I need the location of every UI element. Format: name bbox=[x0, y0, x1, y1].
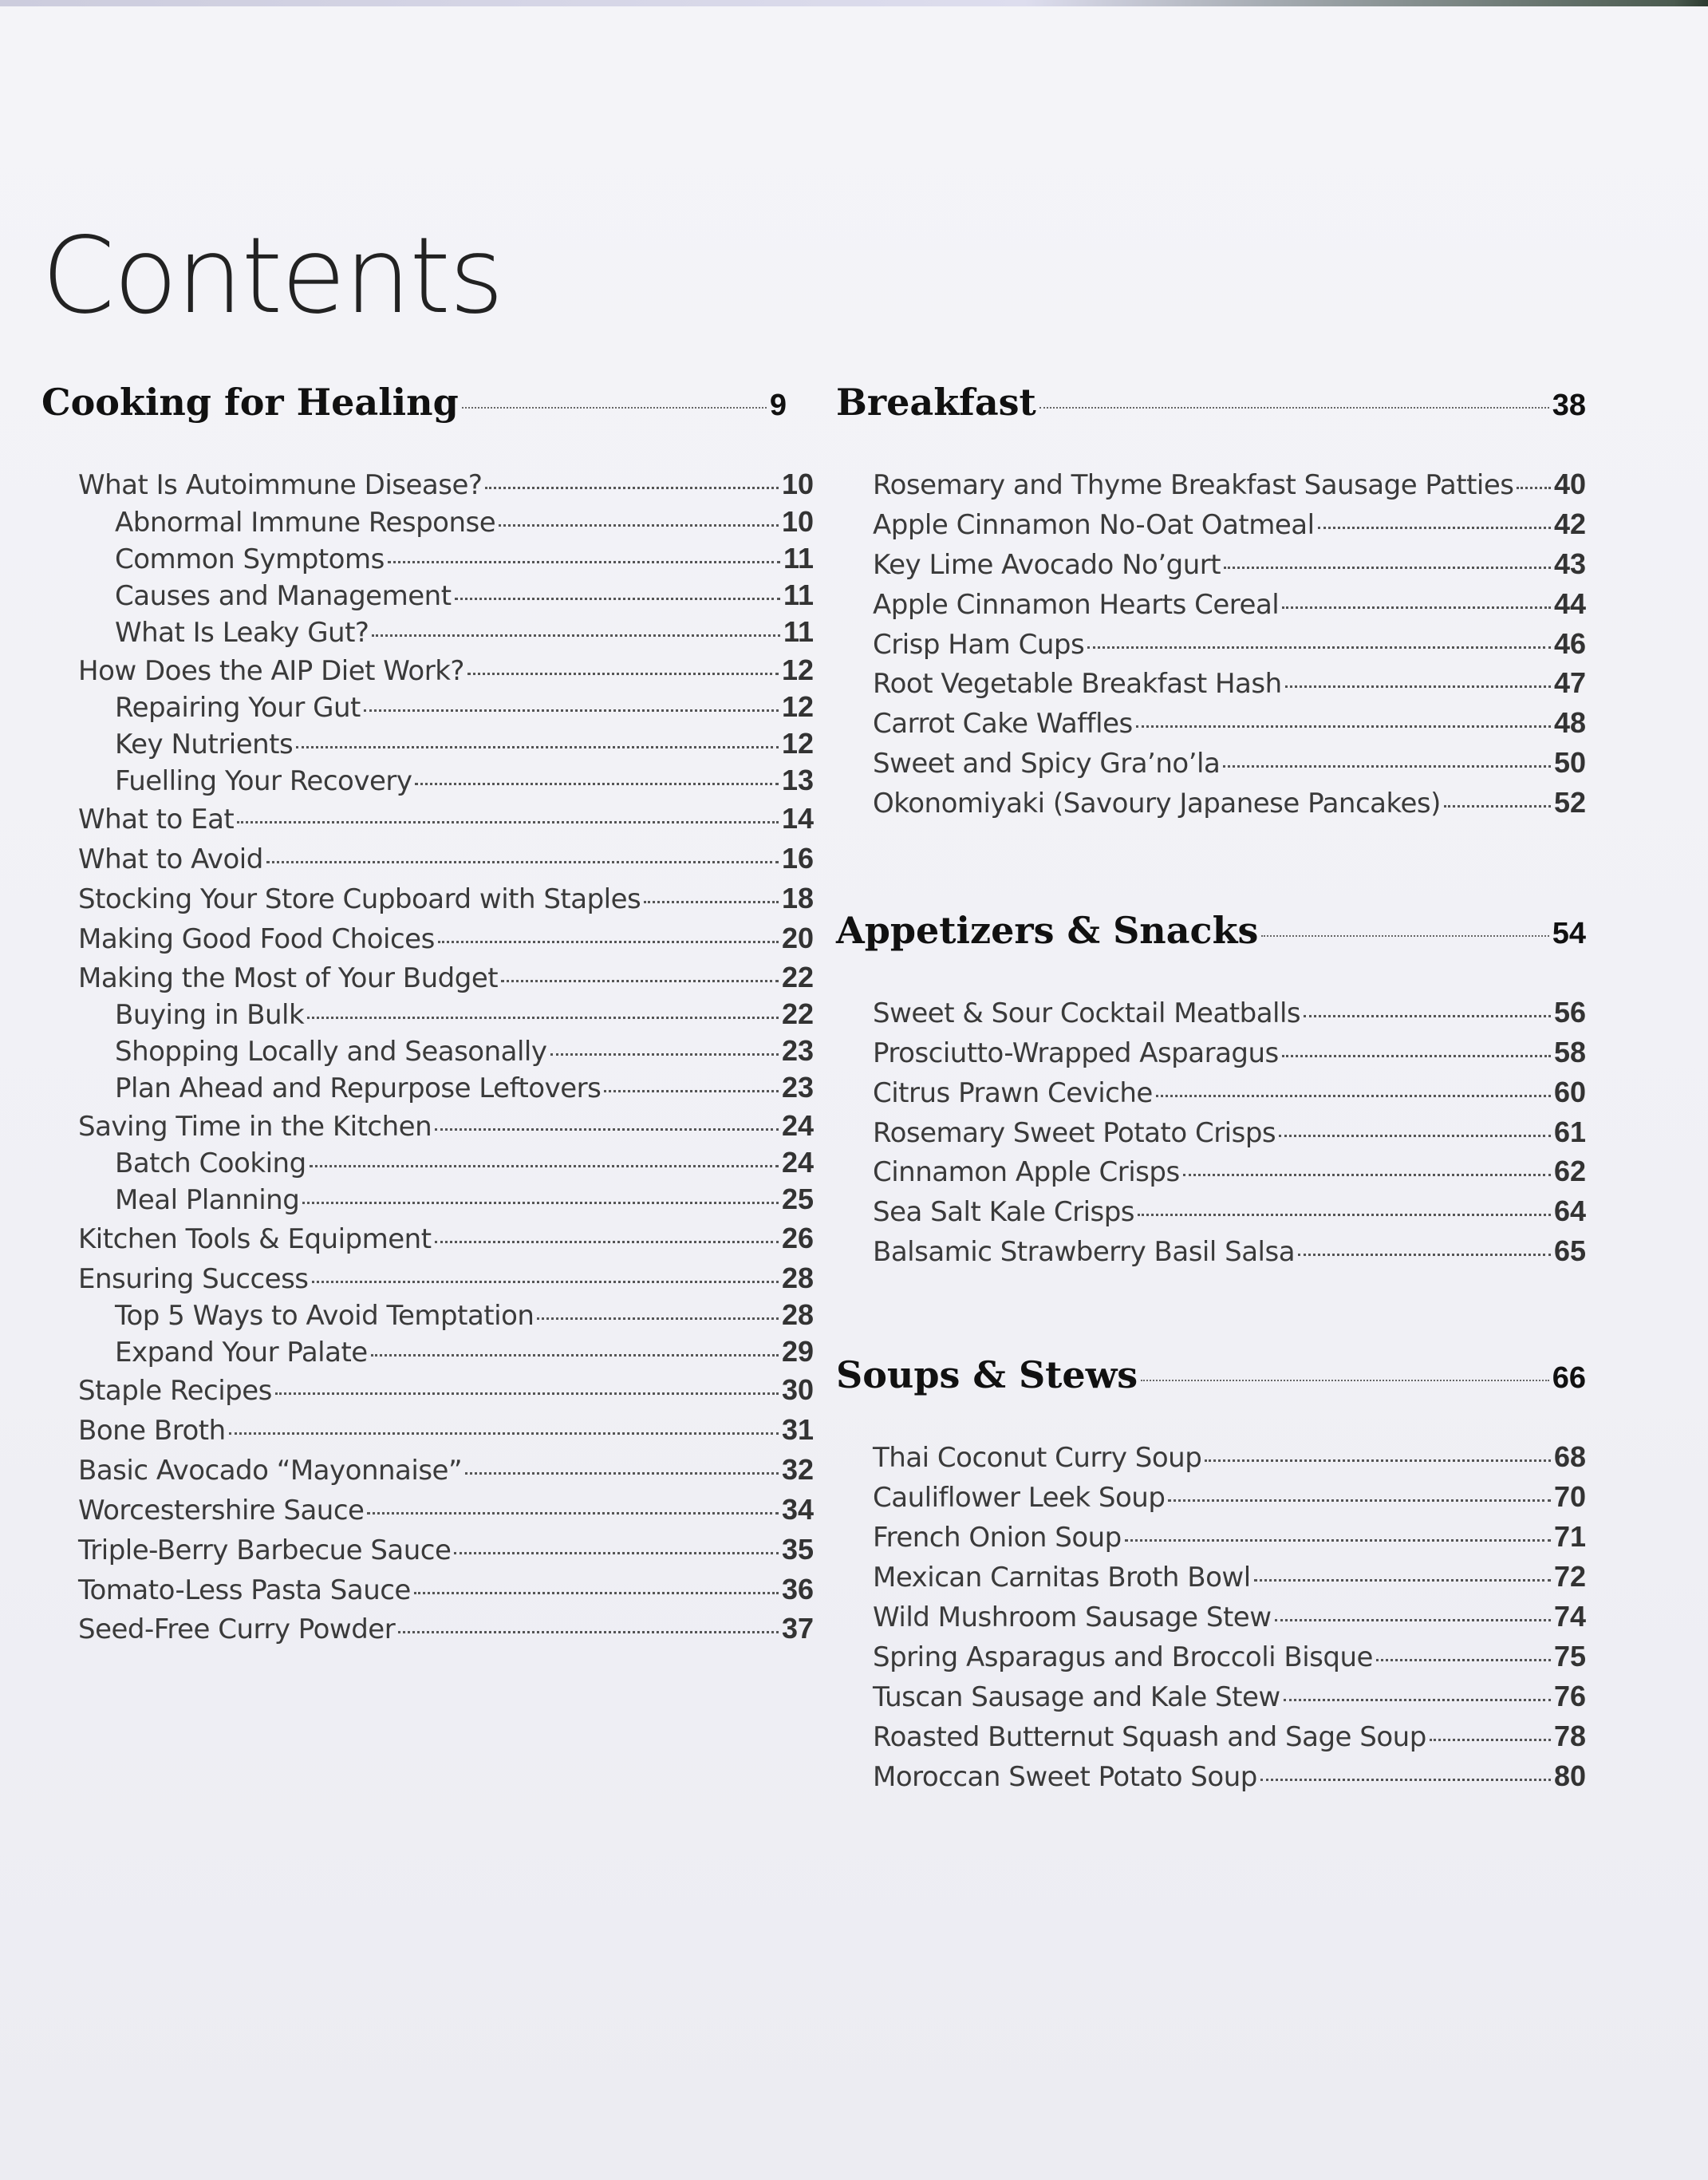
page-number: 16 bbox=[781, 842, 814, 875]
entry-title: How Does the AIP Diet Work? bbox=[78, 655, 464, 687]
entry-title: Carrot Cake Waffles bbox=[873, 708, 1133, 740]
page-number: 40 bbox=[1553, 468, 1586, 500]
dot-leader bbox=[367, 1492, 778, 1519]
dot-leader bbox=[364, 689, 779, 717]
entry-title: Moroccan Sweet Potato Soup bbox=[873, 1761, 1257, 1793]
page-number: 50 bbox=[1553, 746, 1586, 779]
dot-leader bbox=[537, 1297, 779, 1325]
dot-leader bbox=[1138, 1194, 1551, 1221]
entry-title: Saving Time in the Kitchen bbox=[78, 1111, 432, 1143]
dot-leader bbox=[296, 726, 779, 753]
dot-leader bbox=[1282, 586, 1551, 614]
dot-leader bbox=[1298, 1234, 1551, 1261]
page-number: 29 bbox=[781, 1335, 814, 1368]
toc-entry[interactable] bbox=[873, 586, 1586, 621]
page-number: 42 bbox=[1553, 507, 1586, 540]
dot-leader bbox=[1205, 1440, 1551, 1467]
toc-entry[interactable] bbox=[78, 960, 814, 994]
page-number: 70 bbox=[1553, 1480, 1586, 1513]
toc-entry[interactable] bbox=[115, 578, 814, 612]
toc-entry[interactable] bbox=[78, 1221, 814, 1255]
page-number: 30 bbox=[781, 1373, 814, 1406]
toc-entry[interactable] bbox=[873, 1599, 1586, 1633]
entry-title: Basic Avocado “Mayonnaise” bbox=[78, 1455, 463, 1487]
toc-entry[interactable] bbox=[873, 1679, 1586, 1713]
dot-leader bbox=[1087, 626, 1551, 654]
page-number: 58 bbox=[1553, 1036, 1586, 1068]
entry-title: Cauliflower Leek Soup bbox=[873, 1482, 1166, 1514]
page-number: 65 bbox=[1553, 1234, 1586, 1267]
toc-entry[interactable] bbox=[115, 1334, 814, 1368]
dot-leader bbox=[455, 578, 780, 605]
page-number: 24 bbox=[781, 1109, 814, 1142]
entry-title: Prosciutto-Wrapped Asparagus bbox=[873, 1037, 1279, 1069]
toc-entry[interactable] bbox=[873, 785, 1586, 819]
toc-entry[interactable] bbox=[78, 881, 814, 915]
dot-leader bbox=[1304, 995, 1551, 1022]
entry-title: Top 5 Ways to Avoid Temptation bbox=[115, 1300, 534, 1332]
entry-title: Meal Planning bbox=[115, 1184, 300, 1216]
entry-title: Bone Broth bbox=[78, 1415, 226, 1447]
dot-leader bbox=[1282, 1035, 1551, 1062]
dot-leader bbox=[644, 881, 779, 908]
dot-leader bbox=[371, 1334, 779, 1361]
dot-leader bbox=[372, 614, 779, 642]
page-number: 43 bbox=[1553, 547, 1586, 580]
toc-entry[interactable] bbox=[873, 1759, 1586, 1793]
entry-title: Batch Cooking bbox=[115, 1147, 306, 1179]
toc-entry[interactable] bbox=[873, 1115, 1586, 1149]
dot-leader bbox=[1284, 1679, 1551, 1706]
section-soups-stews[interactable] bbox=[836, 1351, 1586, 1396]
page-number: 28 bbox=[781, 1262, 814, 1294]
dot-leader bbox=[1136, 705, 1551, 733]
page-number: 20 bbox=[781, 922, 814, 954]
toc-entry[interactable] bbox=[78, 1572, 814, 1606]
dot-leader bbox=[388, 541, 780, 568]
entry-title: Key Lime Avocado No’gurt bbox=[873, 549, 1221, 581]
page-number: 71 bbox=[1553, 1520, 1586, 1553]
page-number: 10 bbox=[781, 505, 814, 538]
dot-leader bbox=[1261, 906, 1548, 943]
page-number: 14 bbox=[781, 802, 814, 835]
page-number: 35 bbox=[781, 1533, 814, 1566]
section-title: Breakfast bbox=[836, 381, 1036, 424]
page-number: 47 bbox=[1553, 666, 1586, 699]
entry-title: Cinnamon Apple Crisps bbox=[873, 1156, 1180, 1188]
top-edge bbox=[0, 0, 1708, 6]
dot-leader bbox=[1183, 1154, 1551, 1181]
page-number: 12 bbox=[781, 727, 814, 760]
dot-leader bbox=[1275, 1599, 1551, 1626]
page-number: 72 bbox=[1553, 1560, 1586, 1593]
entry-title: Rosemary Sweet Potato Crisps bbox=[873, 1117, 1276, 1149]
entry-title: Wild Mushroom Sausage Stew bbox=[873, 1601, 1272, 1633]
dot-leader bbox=[237, 801, 779, 828]
entry-title: Abnormal Immune Response bbox=[115, 507, 496, 539]
page-number: 54 bbox=[1552, 917, 1586, 950]
dot-leader bbox=[1376, 1639, 1551, 1666]
section-appetizers-snacks[interactable] bbox=[836, 906, 1586, 952]
toc-entry[interactable] bbox=[873, 705, 1586, 740]
page-number: 23 bbox=[781, 1071, 814, 1104]
toc-entry[interactable] bbox=[873, 1194, 1586, 1228]
page-number: 44 bbox=[1553, 587, 1586, 620]
toc-entry[interactable] bbox=[78, 1532, 814, 1566]
entry-title: What Is Autoimmune Disease? bbox=[78, 469, 483, 501]
entry-title: Plan Ahead and Repurpose Leftovers bbox=[115, 1072, 602, 1104]
toc-entry[interactable] bbox=[78, 1412, 814, 1447]
toc-entry[interactable] bbox=[115, 1297, 814, 1332]
toc-entry[interactable] bbox=[115, 504, 814, 539]
toc-entry[interactable] bbox=[873, 1440, 1586, 1474]
entry-title: Causes and Management bbox=[115, 580, 452, 612]
page-number: 36 bbox=[781, 1573, 814, 1605]
entry-title: Sweet and Spicy Gra’no’la bbox=[873, 748, 1221, 780]
toc-entry[interactable] bbox=[115, 614, 814, 649]
toc-entry[interactable] bbox=[115, 541, 814, 575]
entry-title: What to Eat bbox=[78, 804, 235, 835]
dot-leader bbox=[310, 1145, 779, 1172]
entry-title: Making Good Food Choices bbox=[78, 923, 435, 955]
entry-title: Repairing Your Gut bbox=[115, 692, 361, 724]
toc-entry[interactable] bbox=[78, 1492, 814, 1526]
section-title: Appetizers & Snacks bbox=[836, 909, 1259, 952]
page-number: 26 bbox=[781, 1222, 814, 1254]
page-number: 34 bbox=[781, 1493, 814, 1526]
toc-entry[interactable] bbox=[78, 1372, 814, 1407]
dot-leader bbox=[1318, 507, 1551, 534]
entry-title: Sea Salt Kale Crisps bbox=[873, 1196, 1135, 1228]
page-number: 18 bbox=[781, 882, 814, 914]
toc-entry[interactable] bbox=[115, 1145, 814, 1179]
entry-title: Stocking Your Store Cupboard with Staples bbox=[78, 883, 641, 915]
toc-entry[interactable] bbox=[78, 1261, 814, 1295]
toc-entry[interactable] bbox=[873, 1479, 1586, 1514]
entry-title: Citrus Prawn Ceviche bbox=[873, 1077, 1153, 1109]
page-number: 64 bbox=[1553, 1195, 1586, 1227]
entry-title: Seed-Free Curry Powder bbox=[78, 1613, 396, 1645]
dot-leader bbox=[398, 1611, 779, 1638]
dot-leader bbox=[415, 763, 778, 790]
entry-title: Okonomiyaki (Savoury Japanese Pancakes) bbox=[873, 788, 1441, 819]
page-number: 11 bbox=[783, 615, 814, 648]
entry-title: Shopping Locally and Seasonally bbox=[115, 1036, 547, 1068]
toc-entry[interactable] bbox=[78, 1108, 814, 1143]
page-number: 52 bbox=[1553, 786, 1586, 819]
page-number: 28 bbox=[781, 1298, 814, 1331]
dot-leader bbox=[312, 1261, 779, 1288]
toc-entry[interactable] bbox=[873, 1154, 1586, 1188]
page-number: 56 bbox=[1553, 996, 1586, 1029]
entry-title: What Is Leaky Gut? bbox=[115, 617, 369, 649]
page-number: 60 bbox=[1553, 1076, 1586, 1108]
dot-leader bbox=[1444, 785, 1551, 812]
section-title: Cooking for Healing bbox=[41, 381, 459, 424]
page-number: 24 bbox=[781, 1146, 814, 1179]
toc-entry[interactable] bbox=[115, 689, 814, 724]
toc-entry[interactable] bbox=[873, 1075, 1586, 1109]
page-number: 66 bbox=[1552, 1361, 1586, 1395]
dot-leader bbox=[414, 1572, 779, 1599]
entry-title: Common Symptoms bbox=[115, 543, 385, 575]
dot-leader bbox=[1039, 378, 1549, 415]
entry-title: French Onion Soup bbox=[873, 1522, 1122, 1554]
section-title: Soups & Stews bbox=[836, 1353, 1138, 1396]
entry-title: Tuscan Sausage and Kale Stew bbox=[873, 1681, 1280, 1713]
page-number: 61 bbox=[1553, 1116, 1586, 1148]
entry-title: Root Vegetable Breakfast Hash bbox=[873, 668, 1282, 700]
page-number: 22 bbox=[781, 997, 814, 1030]
entry-title: Tomato-Less Pasta Sauce bbox=[78, 1574, 411, 1606]
page-number: 13 bbox=[781, 764, 814, 796]
dot-leader bbox=[604, 1070, 779, 1097]
toc-entry[interactable] bbox=[873, 1719, 1586, 1753]
entry-title: Crisp Ham Cups bbox=[873, 629, 1085, 661]
dot-leader bbox=[1254, 1559, 1551, 1586]
toc-entry[interactable] bbox=[873, 665, 1586, 700]
page-number: 78 bbox=[1553, 1720, 1586, 1752]
entry-title: Kitchen Tools & Equipment bbox=[78, 1223, 432, 1255]
entry-title: What to Avoid bbox=[78, 843, 263, 875]
toc-entry[interactable] bbox=[873, 547, 1586, 581]
dot-leader bbox=[485, 467, 779, 494]
toc-entry[interactable] bbox=[873, 467, 1586, 501]
page-number: 12 bbox=[781, 690, 814, 723]
page-number: 25 bbox=[781, 1183, 814, 1215]
dot-leader bbox=[1168, 1479, 1551, 1507]
entry-title: Fuelling Your Recovery bbox=[115, 765, 412, 797]
dot-leader bbox=[501, 960, 779, 987]
toc-entry[interactable] bbox=[78, 467, 814, 501]
entry-title: Staple Recipes bbox=[78, 1375, 272, 1407]
page-number: 76 bbox=[1553, 1680, 1586, 1712]
page-number: 10 bbox=[781, 468, 814, 500]
section-breakfast[interactable] bbox=[836, 378, 1586, 424]
page-number: 74 bbox=[1553, 1600, 1586, 1633]
toc-entry[interactable] bbox=[873, 1519, 1586, 1554]
entry-title: Mexican Carnitas Broth Bowl bbox=[873, 1562, 1251, 1594]
entry-title: Apple Cinnamon No-Oat Oatmeal bbox=[873, 509, 1315, 541]
dot-leader bbox=[465, 1452, 779, 1479]
toc-entry[interactable] bbox=[873, 745, 1586, 780]
entry-title: Worcestershire Sauce bbox=[78, 1495, 365, 1526]
dot-leader bbox=[1223, 745, 1551, 772]
dot-leader bbox=[307, 997, 779, 1024]
toc-entry[interactable] bbox=[115, 1033, 814, 1068]
page-number: 75 bbox=[1553, 1640, 1586, 1673]
toc-entry[interactable] bbox=[873, 995, 1586, 1029]
dot-leader bbox=[1430, 1719, 1551, 1746]
page-number: 12 bbox=[781, 654, 814, 686]
toc-entry[interactable] bbox=[78, 653, 814, 687]
dot-leader bbox=[438, 921, 779, 948]
page-number: 9 bbox=[769, 389, 787, 422]
dot-leader bbox=[1125, 1519, 1551, 1546]
dot-leader bbox=[1285, 665, 1551, 693]
entry-title: Buying in Bulk bbox=[115, 999, 305, 1031]
page-number: 32 bbox=[781, 1453, 814, 1486]
page-number: 80 bbox=[1553, 1759, 1586, 1792]
toc-entry[interactable] bbox=[873, 507, 1586, 541]
toc-entry[interactable] bbox=[78, 921, 814, 955]
page-number: 37 bbox=[781, 1612, 814, 1645]
dot-leader bbox=[1260, 1759, 1551, 1786]
entry-title: Apple Cinnamon Hearts Cereal bbox=[873, 589, 1280, 621]
dot-leader bbox=[1517, 467, 1550, 494]
entry-title: Roasted Butternut Squash and Sage Soup bbox=[873, 1721, 1426, 1753]
page-number: 11 bbox=[783, 579, 814, 611]
toc-entry[interactable] bbox=[873, 1639, 1586, 1673]
toc-entry[interactable] bbox=[873, 1559, 1586, 1594]
dot-leader bbox=[1141, 1351, 1549, 1388]
toc-entry[interactable] bbox=[115, 997, 814, 1031]
page-number: 22 bbox=[781, 961, 814, 993]
entry-title: Sweet & Sour Cocktail Meatballs bbox=[873, 997, 1301, 1029]
entry-title: Balsamic Strawberry Basil Salsa bbox=[873, 1236, 1296, 1268]
entry-title: Thai Coconut Curry Soup bbox=[873, 1442, 1202, 1474]
toc-entry[interactable] bbox=[115, 726, 814, 760]
toc-entry[interactable] bbox=[115, 763, 814, 797]
toc-entry[interactable] bbox=[873, 1035, 1586, 1069]
dot-leader bbox=[1279, 1115, 1551, 1142]
toc-entry[interactable] bbox=[115, 1182, 814, 1216]
dot-leader bbox=[550, 1033, 779, 1060]
dot-leader bbox=[1156, 1075, 1551, 1102]
toc-entry[interactable] bbox=[78, 1611, 814, 1645]
page-number: 68 bbox=[1553, 1440, 1586, 1473]
entry-title: Expand Your Palate bbox=[115, 1337, 368, 1368]
page-number: 46 bbox=[1553, 627, 1586, 660]
entry-title: Spring Asparagus and Broccoli Bisque bbox=[873, 1641, 1373, 1673]
toc-entry[interactable] bbox=[78, 841, 814, 875]
toc-entry[interactable] bbox=[78, 801, 814, 835]
page-number: 31 bbox=[781, 1413, 814, 1446]
page-title: Contents bbox=[41, 215, 503, 338]
dot-leader bbox=[499, 504, 779, 531]
page-number: 48 bbox=[1553, 706, 1586, 739]
page-number: 23 bbox=[781, 1034, 814, 1067]
toc-entry[interactable] bbox=[873, 1234, 1586, 1268]
dot-leader bbox=[462, 378, 767, 415]
dot-leader bbox=[435, 1221, 779, 1248]
dot-leader bbox=[275, 1372, 779, 1400]
dot-leader bbox=[302, 1182, 779, 1209]
entry-title: Key Nutrients bbox=[115, 729, 294, 760]
page-number: 38 bbox=[1552, 389, 1586, 422]
toc-entry[interactable] bbox=[78, 1452, 814, 1487]
dot-leader bbox=[467, 653, 779, 680]
page-number: 11 bbox=[783, 542, 814, 575]
dot-leader bbox=[1224, 547, 1551, 574]
entry-title: Triple-Berry Barbecue Sauce bbox=[78, 1534, 452, 1566]
dot-leader bbox=[266, 841, 779, 868]
section-cooking-for-healing[interactable] bbox=[41, 378, 787, 424]
toc-entry[interactable] bbox=[873, 626, 1586, 661]
toc-entry[interactable] bbox=[115, 1070, 814, 1104]
dot-leader bbox=[454, 1532, 779, 1559]
page-number: 62 bbox=[1553, 1155, 1586, 1187]
dot-leader bbox=[229, 1412, 779, 1440]
entry-title: Making the Most of Your Budget bbox=[78, 962, 499, 994]
entry-title: Rosemary and Thyme Breakfast Sausage Patties bbox=[873, 469, 1514, 501]
dot-leader bbox=[435, 1108, 779, 1135]
entry-title: Ensuring Success bbox=[78, 1263, 309, 1295]
